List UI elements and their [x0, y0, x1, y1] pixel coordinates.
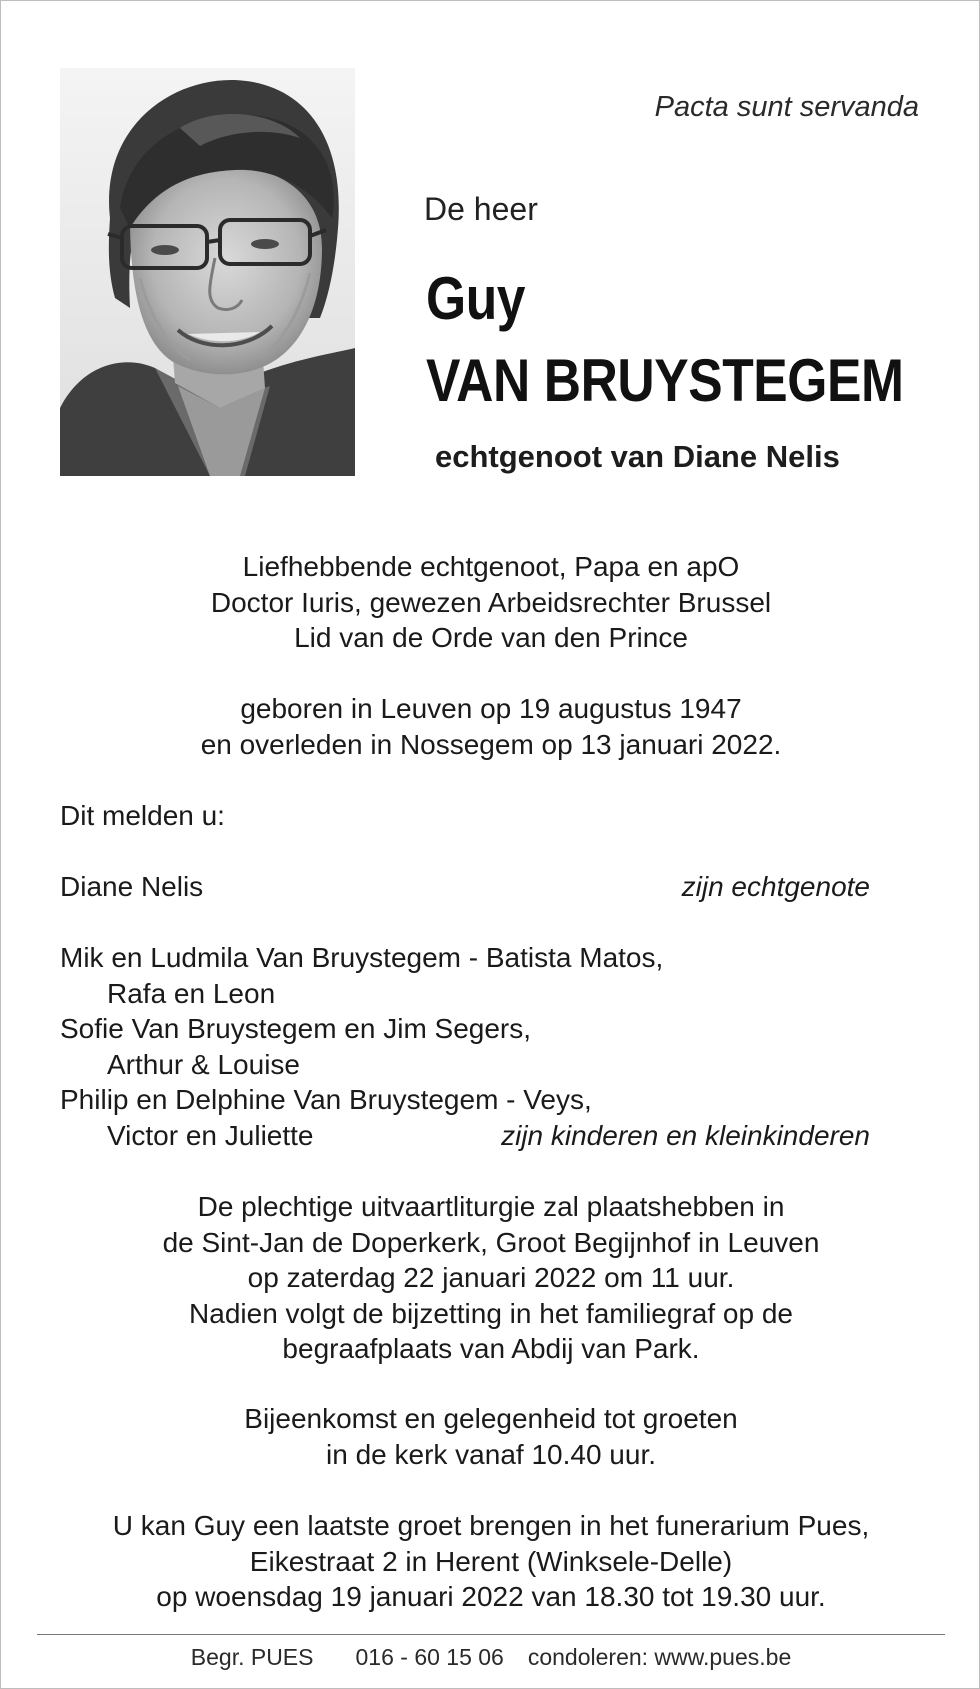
gathering-line: Bijeenkomst en gelegenheid tot groeten [244, 1403, 738, 1434]
visitation-line: U kan Guy een laatste groet brengen in het funerarium Pues, [112, 1510, 870, 1541]
gathering-block [41, 1401, 941, 1472]
birth-line: geboren in Leuven op 19 augustus 1947 [240, 693, 742, 724]
title-line: Lid van de Orde van den Prince [294, 622, 688, 653]
funeral-line: de Sint-Jan de Doperkerk, Groot Begijnhof in Leuven [162, 1226, 820, 1258]
family-line-grandchildren: Victor en Juliette [107, 1120, 314, 1151]
funeral-block [41, 1189, 941, 1367]
visitation-line: Eikestraat 2 in Herent (Winksele-Delle) [249, 1545, 733, 1577]
family-block [60, 940, 663, 1118]
family-line: Philip en Delphine Van Bruystegem - Veys, [60, 1084, 592, 1115]
footer [1, 1644, 980, 1671]
deceased-name [426, 258, 904, 422]
death-line: en overleden in Nossegem op 13 januari 2022. [200, 728, 782, 760]
family-line-grandchildren: Arthur & Louise [107, 1048, 300, 1080]
visitation-block [41, 1508, 941, 1615]
funeral-line: Nadien volgt de bijzetting in het familiegraf op de [189, 1297, 793, 1329]
salutation: De heer [424, 191, 538, 227]
funeral-line: op zaterdag 22 januari 2022 om 11 uur. [247, 1262, 735, 1293]
motto: Pacta sunt servanda [654, 91, 919, 123]
funeral-line: De plechtige uitvaartliturgie zal plaatshebben in [197, 1191, 785, 1222]
funeral-home: Begr. PUES [190, 1644, 314, 1670]
last-name: VAN BRUYSTEGEM [426, 347, 904, 414]
family-line: Sofie Van Bruystegem en Jim Segers, [60, 1013, 532, 1044]
spouse-subtitle: echtgenoot van Diane Nelis [435, 439, 840, 474]
family-line: Mik en Ludmila Van Bruystegem - Batista Matos, [60, 942, 664, 973]
phone-number: 016 - 60 15 06 [355, 1644, 504, 1670]
visitation-line: op woensdag 19 januari 2022 van 18.30 tot 19.30 uur. [156, 1581, 826, 1612]
gathering-line: in de kerk vanaf 10.40 uur. [326, 1438, 656, 1470]
title-line: Doctor Iuris, gewezen Arbeidsrechter Brussel [210, 586, 772, 618]
condolence-link[interactable]: condoleren: www.pues.be [527, 1644, 792, 1670]
spouse-name: Diane Nelis [60, 871, 204, 902]
funeral-line: begraafplaats van Abdij van Park. [282, 1333, 700, 1364]
first-name: Guy [426, 265, 526, 332]
title-line: Liefhebbende echtgenoot, Papa en apO [242, 551, 740, 582]
spouse-relation: zijn echtgenote [681, 871, 870, 902]
portrait-photo [60, 68, 355, 476]
portrait-image [60, 68, 355, 476]
dates-block [41, 691, 941, 762]
footer-divider [37, 1634, 945, 1635]
spouse-row [60, 869, 870, 905]
family-last-row [60, 1118, 870, 1154]
announce-line: Dit melden u: [60, 800, 225, 831]
family-line-grandchildren: Rafa en Leon [107, 977, 276, 1009]
titles-block [41, 549, 941, 656]
family-relation: zijn kinderen en kleinkinderen [501, 1120, 870, 1151]
